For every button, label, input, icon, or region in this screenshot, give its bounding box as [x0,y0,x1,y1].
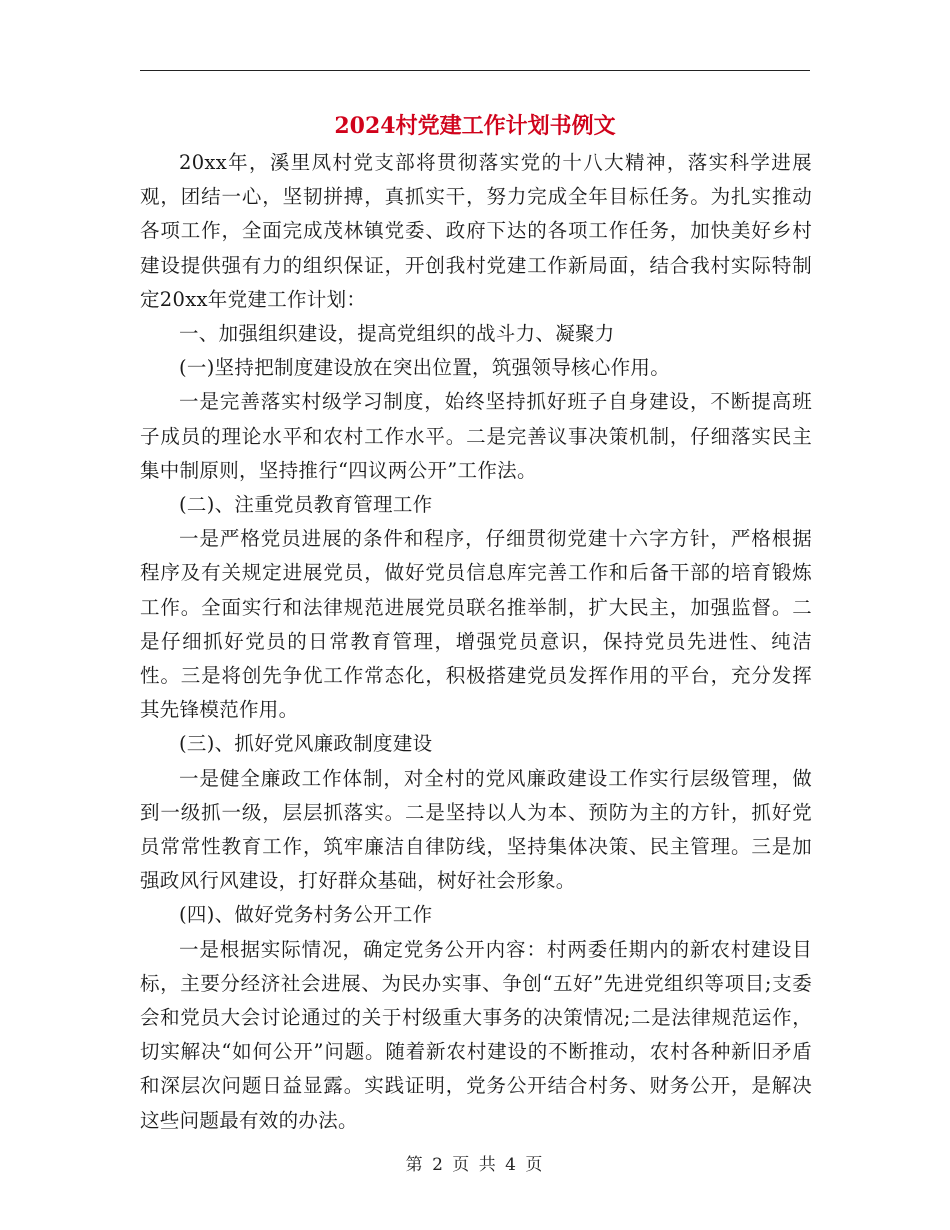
body-paragraph: 一是完善落实村级学习制度，始终坚持抓好班子自身建设，不断提高班子成员的理论水平和农村工作水平。二是完善议事决策机制，仔细落实民主集中制原则，坚持推行“四议两公开”工作法。 [140,390,812,482]
subsection-heading-3: (三)、抓好党风廉政制度建设 [179,732,433,756]
header-rule [140,70,810,71]
body-paragraph: 一是严格党员进展的条件和程序，仔细贯彻党建十六字方针，严格根据程序及有关规定进展党员，做好党员信息库完善工作和后备干部的培育锻炼工作。全面实行和法律规范进展党员联名推举制，扩大民主，加强监督。二是仔细抓好党员的日常教育管理，增强党员意识，保持党员先进性、纯洁性。三是将创先争优工作常态化，积极搭建党员发挥作用的平台，充分发挥其先锋模范作用。 [140,527,812,722]
subsection-heading-4: (四)、做好党务村务公开工作 [179,903,433,927]
page-number-footer: 第 2 页 共 4 页 [405,1155,545,1175]
body-paragraph: 一是根据实际情况，确定党务公开内容：村两委任期内的新农村建设目标，主要分经济社会进展、为民办实事、争创“五好”先进党组织等项目;支委会和党员大会讨论通过的关于村级重大事务的决策情况;二是法律规范运作，切实解决“如何公开”问题。随着新农村建设的不断推动，农村各种新旧矛盾和深层次问题日益显露。实践证明，党务公开结合村务、财务公开，是解决这些问题最有效的办法。 [140,937,812,1132]
subsection-heading-2: (二)、注重党员教育管理工作 [179,493,433,517]
intro-paragraph: 20xx年，溪里凤村党支部将贯彻落实党的十八大精神，落实科学进展观，团结一心，坚韧拼搏，真抓实干，努力完成全年目标任务。为扎实推动各项工作，全面完成茂林镇党委、政府下达的各项工作任务，加快美好乡村建设提供强有力的组织保证，开创我村党建工作新局面，结合我村实际特制定20xx年党建工作计划： [140,151,812,311]
section-heading-1: 一、加强组织建设，提高党组织的战斗力、凝聚力 [179,322,615,346]
subsection-heading-1: (一)坚持把制度建设放在突出位置，筑强领导核心作用。 [179,356,671,380]
document-title: 2024村党建工作计划书例文 [334,113,616,139]
document-body [140,146,812,1138]
body-paragraph: 一是健全廉政工作体制，对全村的党风廉政建设工作实行层级管理，做到一级抓一级，层层抓落实。二是坚持以人为本、预防为主的方针，抓好党员常常性教育工作，筑牢廉洁自律防线，坚持集体决策、民主管理。三是加强政风行风建设，打好群众基础，树好社会形象。 [140,766,812,893]
